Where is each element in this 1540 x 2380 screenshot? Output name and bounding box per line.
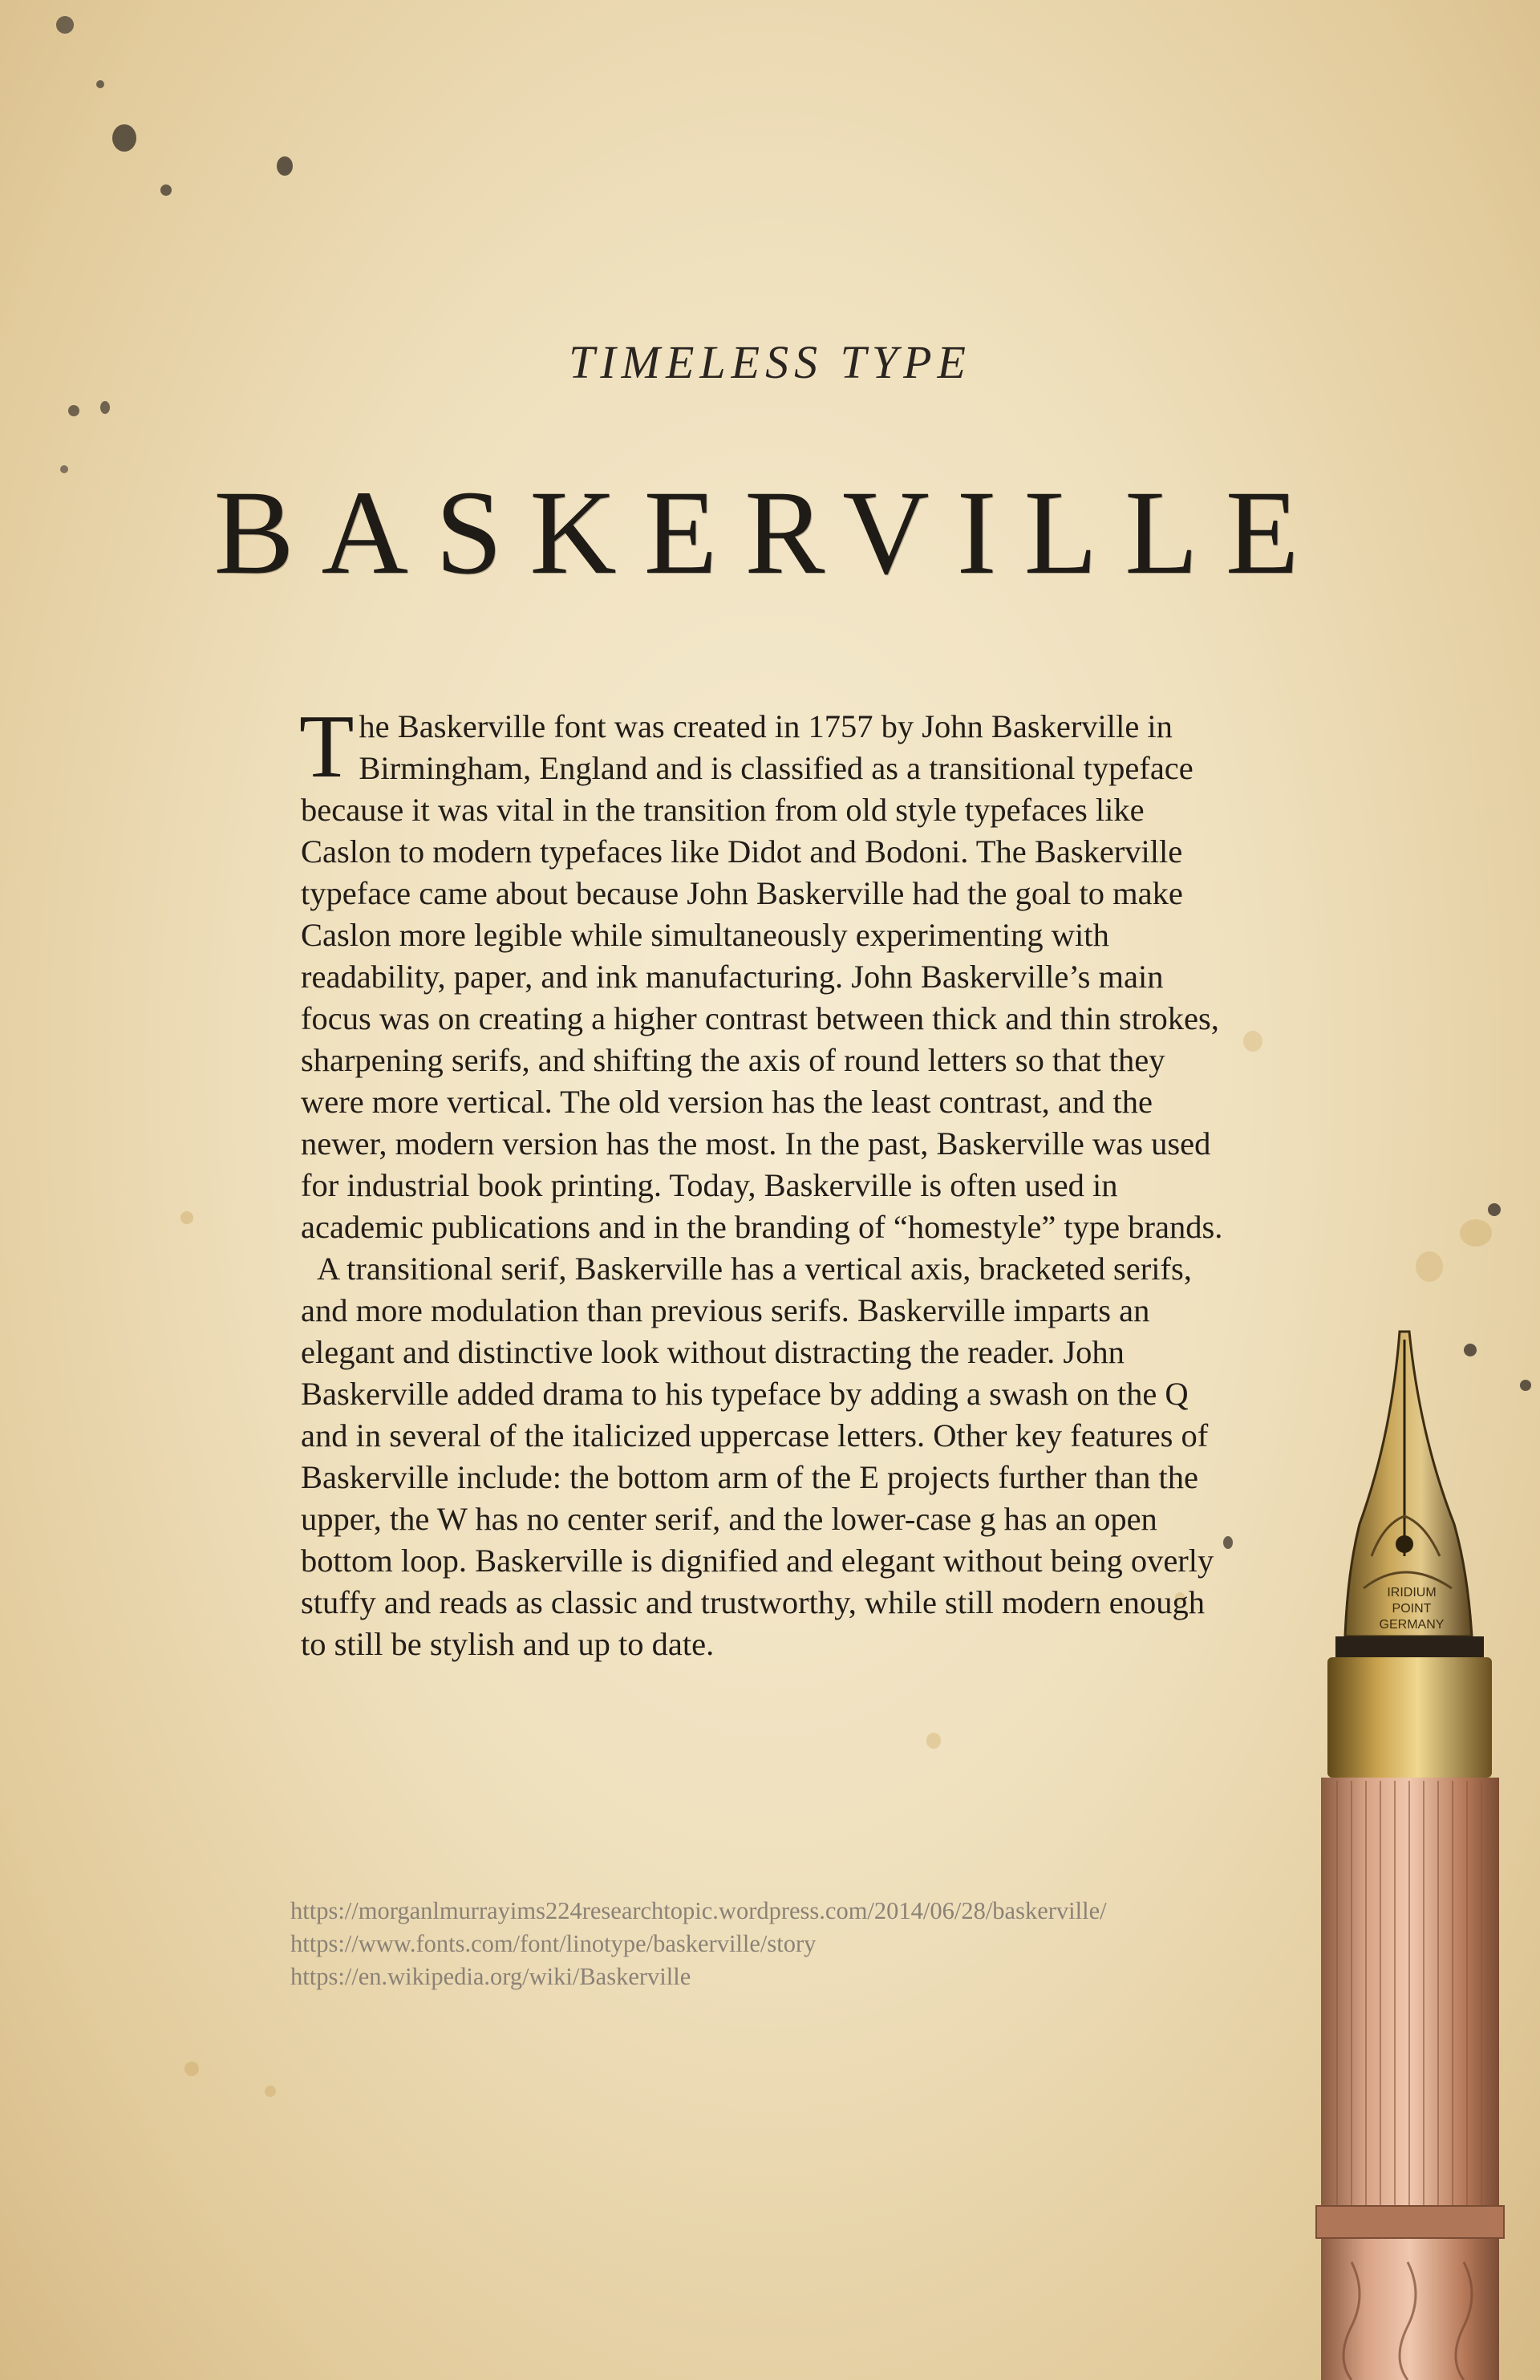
sources-list xyxy=(290,1895,1285,1993)
paper-stain xyxy=(1460,1219,1492,1247)
drop-cap: T xyxy=(299,697,355,797)
paper-stain xyxy=(1416,1251,1443,1282)
ink-speck xyxy=(277,156,293,176)
ink-speck xyxy=(1488,1203,1501,1216)
ink-speck xyxy=(96,80,104,88)
article-paragraph-1-text: he Baskerville font was created in 1757 by John Baskerville in Birmingham, England and is classified as a transitional typeface because it was vital in the transition from old style typefaces like Caslon to modern typefaces like Didot and Bodoni. The Baskerville typeface came about because John Baskerville had the goal to make Caslon more legible while simultaneously experimenting with readability, paper, and ink manufacturing. John Baskerville’s main focus was on creating a higher contrast between thick and thin strokes, sharpening serifs, and shifting the axis of round letters so that they were more vertical. The old version has the least contrast, and the newer, modern version has the most. In the past, Baskerville was used for industrial book printing. Today, Baskerville is often used in academic publications and in the branding of “homestyle” type brands. xyxy=(301,708,1223,1245)
engraving-line-2: POINT xyxy=(1392,1602,1432,1616)
ink-speck xyxy=(160,184,172,196)
source-link[interactable]: https://www.fonts.com/font/linotype/baskerville/story xyxy=(290,1930,817,1957)
pen-barrel-band xyxy=(1316,2206,1504,2238)
poster-subtitle: TIMELESS TYPE xyxy=(569,336,971,388)
engraving-line-1: IRIDIUM xyxy=(1387,1586,1437,1600)
paper-stain xyxy=(926,1733,941,1749)
article-paragraph-2: A transitional serif, Baskerville has a vertical axis, bracketed serifs, and more modulation than previous serifs. Baskerville imparts an elegant and distinctive look without distracting the reader. John Baskerville added drama to his typeface by adding a swash on the Q and in several of the italicized uppercase letters. Other key features of Baskerville include: the bottom arm of the E projects further than the upper, the W has no center serif, and the lower-case g has an open bottom loop. Baskerville is dignified and elegant without being overly stuffy and reads as classic and trustworthy, while still modern enough to still be stylish and up to date. xyxy=(301,1251,1214,1662)
ink-speck xyxy=(112,124,136,152)
source-link[interactable]: https://en.wikipedia.org/wiki/Baskerville xyxy=(290,1963,691,1990)
source-link[interactable]: https://morganlmurrayims224researchtopic.wordpress.com/2014/06/28/baskerville/ xyxy=(290,1897,1107,1924)
ink-speck xyxy=(56,16,74,34)
article-paragraph-1 xyxy=(299,697,1231,1248)
ink-speck xyxy=(68,405,79,416)
poster-title: BASKERVILLE xyxy=(213,466,1327,599)
pen-collar xyxy=(1335,1636,1484,1657)
ink-speck xyxy=(100,401,110,414)
article-body xyxy=(299,697,1231,1665)
pen-gold-ring xyxy=(1327,1657,1492,1778)
paper-stain xyxy=(265,2086,276,2097)
paper-stain xyxy=(180,1211,193,1224)
fountain-pen-illustration xyxy=(1271,1316,1540,2380)
paper-stain xyxy=(184,2062,199,2076)
engraving-line-3: GERMANY xyxy=(1379,1618,1445,1632)
paper-stain xyxy=(1243,1031,1262,1052)
